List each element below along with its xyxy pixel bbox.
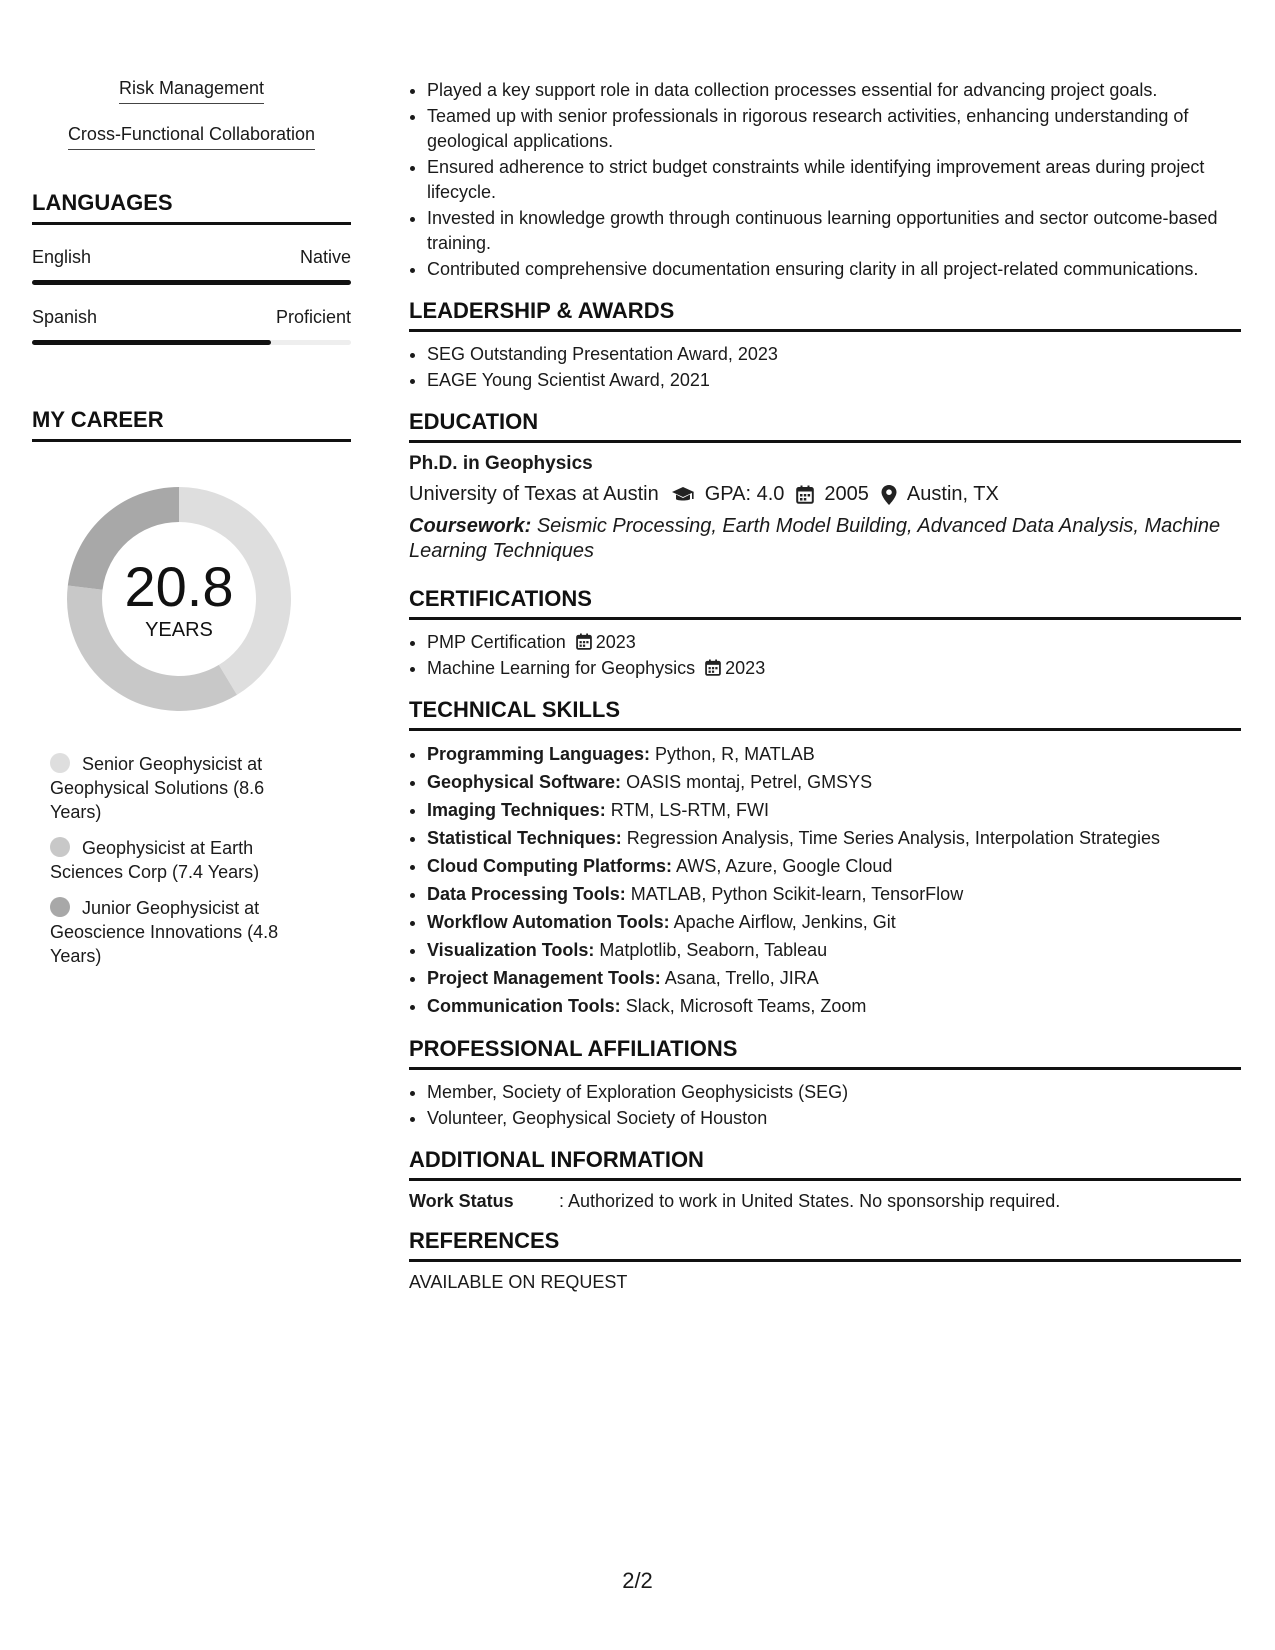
- list-item: [427, 656, 1241, 681]
- technical-skills-heading: TECHNICAL SKILLS: [409, 697, 1241, 731]
- list-item: • Cloud Computing Platforms: AWS, Azure, Google Cloud: [427, 853, 1241, 880]
- list-item: [427, 630, 1241, 655]
- career-total-unit: YEARS: [145, 619, 213, 641]
- language-name: Spanish: [32, 307, 98, 327]
- list-item: • Member, Society of Exploration Geophysicists (SEG): [427, 1080, 1241, 1105]
- work-status-row: [409, 1191, 1241, 1212]
- career-donut-chart: [64, 484, 294, 714]
- legend-dot: [50, 837, 70, 857]
- education-school: University of Texas at Austin: [409, 483, 659, 505]
- work-status-label: Work Status: [409, 1191, 514, 1211]
- career-total-years: 20.8: [124, 555, 234, 618]
- languages-heading: LANGUAGES: [32, 190, 351, 225]
- list-item: • Geophysical Software: OASIS montaj, Petrel, GMSYS: [427, 769, 1241, 796]
- legend-item: Junior Geophysicist at Geoscience Innovations (4.8 Years): [50, 898, 279, 966]
- language-level: Native: [299, 247, 351, 267]
- list-item: • Played a key support role in data collection processes essential for advancing project goals.: [427, 78, 1241, 103]
- language-level: Proficient: [275, 307, 351, 327]
- awards-heading: LEADERSHIP & AWARDS: [409, 298, 1241, 332]
- certification-year: 2023: [595, 632, 636, 652]
- affiliations-list: [409, 1080, 1241, 1131]
- certification-name: PMP Certification: [427, 632, 566, 652]
- education-year: 2005: [824, 483, 869, 505]
- technical-skills-list: [409, 741, 1241, 1020]
- sidebar: [32, 78, 351, 980]
- language-bar-fill: [32, 280, 351, 285]
- list-item: • Communication Tools: Slack, Microsoft Teams, Zoom: [427, 993, 1241, 1020]
- references-heading: REFERENCES: [409, 1228, 1241, 1262]
- references-text: AVAILABLE ON REQUEST: [409, 1272, 628, 1292]
- education-gpa: GPA: 4.0: [704, 483, 785, 505]
- list-item: • Volunteer, Geophysical Society of Houston: [427, 1106, 1241, 1131]
- list-item: • SEG Outstanding Presentation Award, 2023: [427, 342, 1241, 367]
- experience-bullets: [409, 78, 1241, 282]
- list-item: • Contributed comprehensive documentation ensuring clarity in all project-related communications.: [427, 257, 1241, 282]
- certification-name: Machine Learning for Geophysics: [427, 658, 696, 678]
- certifications-list: [409, 630, 1241, 681]
- legend-item: Geophysicist at Earth Sciences Corp (7.4 Years): [50, 838, 260, 882]
- certification-year: 2023: [725, 658, 766, 678]
- list-item: • Ensured adherence to strict budget constraints while identifying improvement areas during project lifecycle.: [427, 155, 1241, 205]
- affiliations-heading: PROFESSIONAL AFFILIATIONS: [409, 1036, 1241, 1070]
- graduation-cap-icon: [671, 486, 695, 504]
- career-legend: [50, 752, 310, 968]
- list-item: • Teamed up with senior professionals in rigorous research activities, enhancing understanding of geological applications.: [427, 104, 1241, 154]
- list-item: • Invested in knowledge growth through continuous learning opportunities and sector outcome-based training.: [427, 206, 1241, 256]
- skill-tag: Cross-Functional Collaboration: [32, 124, 351, 150]
- language-bar: [32, 280, 351, 285]
- language-item: [32, 247, 351, 285]
- list-item: • Workflow Automation Tools: Apache Airflow, Jenkins, Git: [427, 909, 1241, 936]
- career-heading: MY CAREER: [32, 407, 351, 442]
- additional-info-heading: ADDITIONAL INFORMATION: [409, 1147, 1241, 1181]
- location-pin-icon: [881, 485, 897, 505]
- work-status-value: : Authorized to work in United States. No sponsorship required.: [559, 1191, 1061, 1211]
- page-number: 2/2: [622, 1568, 653, 1593]
- language-bar-fill: [32, 340, 271, 345]
- language-item: [32, 307, 351, 345]
- education-heading: EDUCATION: [409, 409, 1241, 443]
- list-item: • Imaging Techniques: RTM, LS-RTM, FWI: [427, 797, 1241, 824]
- legend-dot: [50, 753, 70, 773]
- language-name: English: [32, 247, 92, 267]
- legend-dot: [50, 897, 70, 917]
- education-degree: Ph.D. in Geophysics: [409, 453, 593, 474]
- main-content: [409, 78, 1241, 1293]
- coursework-text: Seismic Processing, Earth Model Building, Advanced Data Analysis, Machine Learning Techniques: [409, 515, 1221, 562]
- education-entry: [409, 453, 1241, 564]
- calendar-icon: [705, 659, 721, 676]
- coursework-label: Coursework:: [409, 515, 532, 537]
- calendar-icon: [576, 633, 592, 650]
- skill-tag: Risk Management: [32, 78, 351, 104]
- education-location: Austin, TX: [906, 483, 999, 505]
- awards-list: [409, 342, 1241, 393]
- list-item: • Visualization Tools: Matplotlib, Seaborn, Tableau: [427, 937, 1241, 964]
- list-item: • Data Processing Tools: MATLAB, Python Scikit-learn, TensorFlow: [427, 881, 1241, 908]
- list-item: • EAGE Young Scientist Award, 2021: [427, 368, 1241, 393]
- certifications-heading: CERTIFICATIONS: [409, 586, 1241, 620]
- language-bar: [32, 340, 351, 345]
- list-item: • Programming Languages: Python, R, MATLAB: [427, 741, 1241, 768]
- list-item: • Project Management Tools: Asana, Trello, JIRA: [427, 965, 1241, 992]
- list-item: • Statistical Techniques: Regression Analysis, Time Series Analysis, Interpolation Strategies: [427, 825, 1241, 852]
- calendar-icon: [796, 485, 814, 504]
- legend-item: Senior Geophysicist at Geophysical Solutions (8.6 Years): [50, 754, 265, 822]
